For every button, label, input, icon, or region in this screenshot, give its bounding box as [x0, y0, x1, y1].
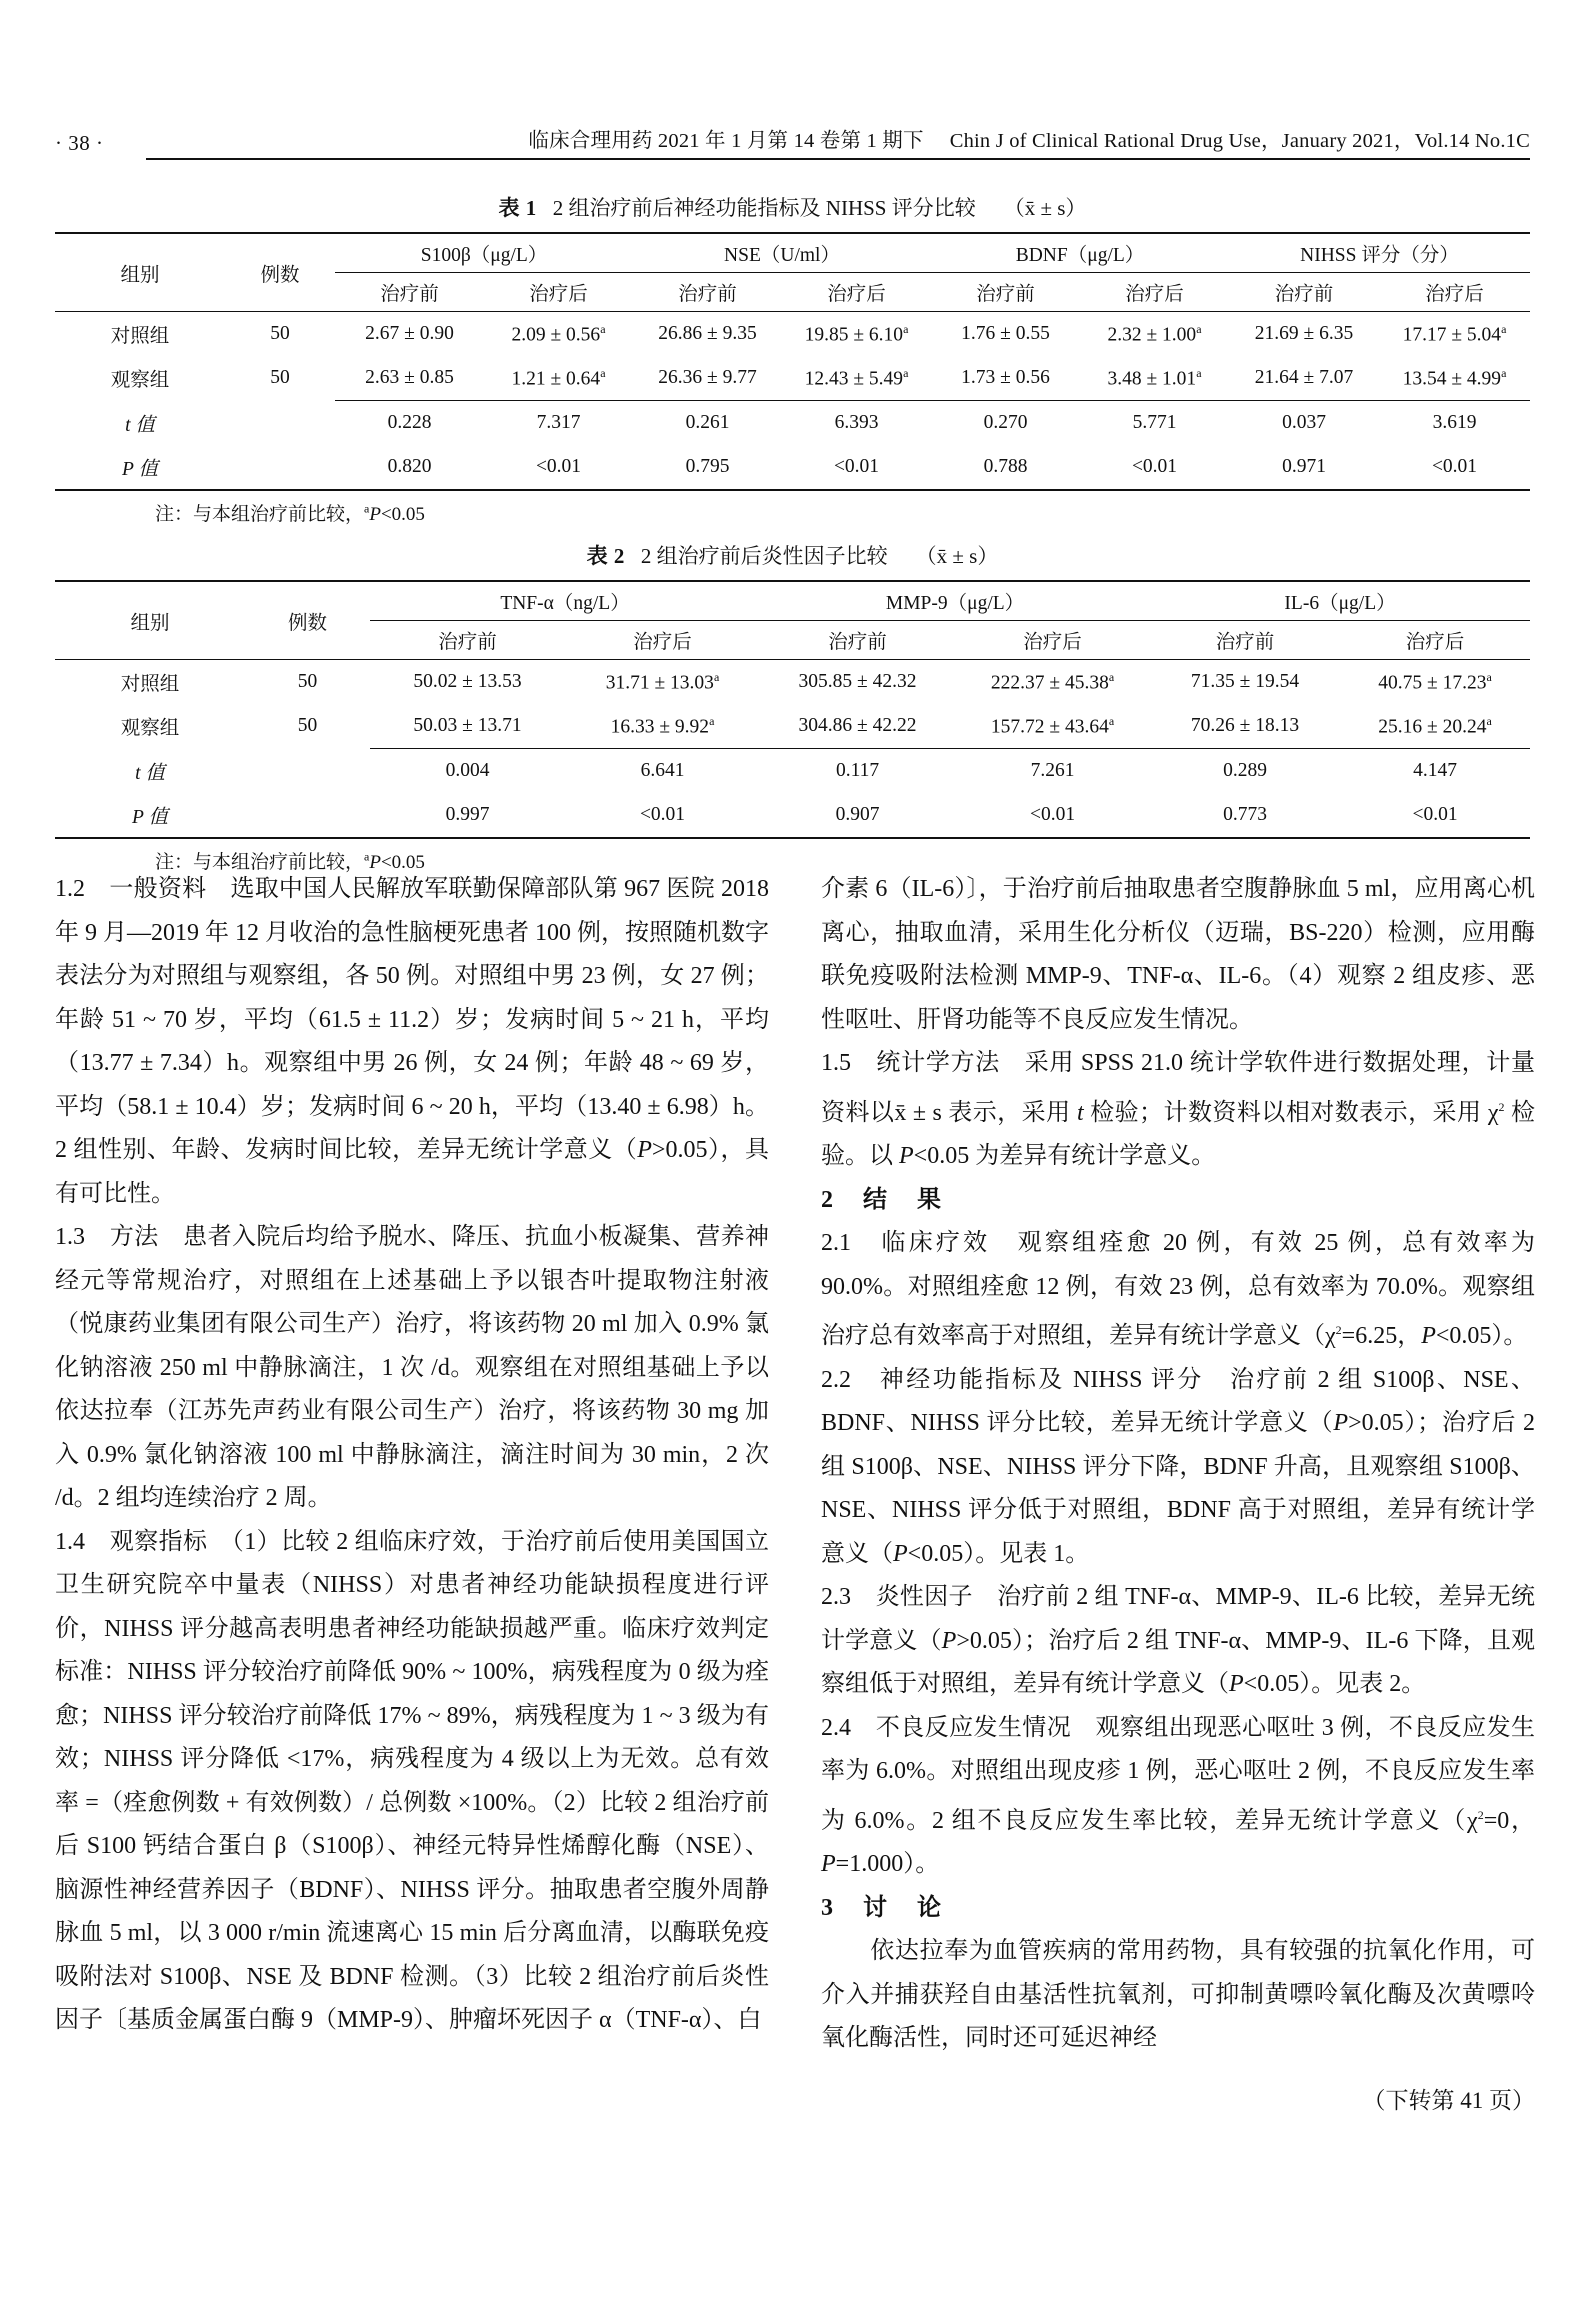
table-1-row-n: 50	[270, 323, 290, 344]
table-1-group-bdnf: BDNF（μg/L）	[931, 233, 1229, 273]
table-1-subhead: 治疗前	[678, 284, 737, 305]
table-1-cell: 13.54 ± 4.99$^a$	[1379, 356, 1530, 401]
table-1-p-cell: 0.820	[387, 456, 432, 477]
table-1-subhead: 治疗前	[976, 284, 1035, 305]
table-1-cell: 21.69 ± 6.35	[1254, 323, 1354, 344]
table-1-cell: 3.48 ± 1.01$^a$	[1080, 356, 1229, 401]
table-2-t-cell: 7.261	[1030, 760, 1075, 781]
table-2-group-mmp9: MMP-9（μg/L）	[760, 581, 1150, 621]
table-1-group-s100b: S100β（μg/L）	[335, 233, 633, 273]
table-2-stat: （x̄ ± s）	[915, 544, 999, 568]
table-1-caption	[55, 192, 1530, 222]
page-folio: · 38 ·	[55, 131, 104, 155]
table-2-number: 表 2	[586, 544, 625, 568]
continuation-note: （下转第 41 页）	[1362, 2087, 1535, 2113]
table-1-cell: 1.76 ± 0.55	[961, 323, 1050, 344]
table-2-caption	[55, 540, 1530, 570]
table-2-header-row-1	[55, 581, 1530, 621]
table-1-p-cell: <0.01	[1131, 456, 1178, 477]
table-2-subhead: 治疗前	[828, 632, 887, 653]
table-1-p-cell: 0.788	[983, 456, 1028, 477]
table-2-cell: 305.85 ± 42.32	[798, 671, 917, 692]
paragraph: 2.2 神经功能指标及 NIHSS 评分 治疗前 2 组 S100β、NSE、BDNF、NIHSS 评分比较，差异无统计学意义（P>0.05）；治疗后 2 组 S100β、NSE、NIHSS 评分下降，BDNF 升高，且观察组 S100β、NSE、NIHSS 评分低于对照组，BDNF 高于对照组，差异有统计学意义（P<0.05）。见表 1。	[821, 1366, 1535, 1567]
table-1	[55, 232, 1530, 491]
table-1-t-cell: 3.619	[1432, 412, 1477, 433]
table-row	[55, 356, 1530, 401]
table-2-note: 注：与本组治疗前比较，$^a$P<0.05	[155, 849, 425, 873]
table-1-row-label: 观察组	[110, 370, 170, 392]
running-head-citation	[146, 123, 1531, 160]
table-1-cell: 17.17 ± 5.04$^a$	[1402, 321, 1507, 346]
table-1-cell: 2.67 ± 0.90	[365, 323, 454, 344]
table-1-cell: 1.73 ± 0.56	[931, 356, 1080, 401]
table-1-t-cell: 7.317	[536, 412, 581, 433]
table-1-note: 注：与本组治疗前比较，$^a$P<0.05	[155, 501, 425, 525]
table-row	[55, 660, 1530, 705]
table-1-cell: 2.09 ± 0.56$^a$	[511, 321, 606, 346]
table-1-col-n: 例数	[260, 264, 300, 286]
table-2-name: 2 组治疗前后炎性因子比较	[640, 544, 888, 568]
table-1-stat: （x̄ ± s）	[1003, 196, 1087, 220]
table-2-t-cell: 0.117	[835, 760, 880, 781]
table-2-t-cell: 0.004	[445, 760, 490, 781]
table-1-p-cell: <0.01	[833, 456, 880, 477]
paragraph: 1.3 方法 患者入院后均给予脱水、降压、抗血小板凝集、营养神经元等常规治疗，对照组在上述基础上予以银杏叶提取物注射液（悦康药业集团有限公司生产）治疗，将该药物 20 ml 加入 0.9% 氯化钠溶液 250 ml 中静脉滴注，1 次 /d。观察组在对照组基础上予以依达拉奉（江苏先声药业有限公司生产）治疗，将该药物 30 mg 加入 0.9% 氯化钠溶液 100 ml 中静脉滴注，滴注时间为 30 min，2 次 /d。2 组均连续治疗 2 周。	[55, 1224, 769, 1511]
column-left	[55, 868, 769, 2122]
paragraph: 1.5 统计学方法 采用 SPSS 21.0 统计学软件进行数据处理，计量资料以x̄ ± s 表示，采用 t 检验；计数资料以相对数表示，采用 $\chi^2$ 检验。以 P<0.05 为差异有统计学意义。	[821, 1050, 1536, 1169]
table-1-cell: 2.63 ± 0.85	[335, 356, 484, 401]
table-2-cell: 304.86 ± 42.22	[760, 704, 955, 749]
paragraph: 2.3 炎性因子 治疗前 2 组 TNF-α、MMP-9、IL-6 比较，差异无统计学意义（P>0.05）；治疗后 2 组 TNF-α、MMP-9、IL-6 下降，且观察组低于对照组，差异有统计学意义（P<0.05）。见表 2。	[821, 1584, 1535, 1697]
table-1-subhead: 治疗前	[380, 284, 439, 305]
section-heading-results: 2 结 果	[821, 1186, 944, 1213]
table-1-group-nse: NSE（U/ml）	[633, 233, 931, 273]
table-2-cell: 70.26 ± 18.13	[1150, 704, 1340, 749]
table-2-row-label: 对照组	[120, 674, 180, 695]
running-head	[55, 118, 1530, 160]
table-2-t-cell: 6.641	[640, 760, 685, 781]
body-columns	[55, 868, 1535, 2122]
table-1-cell: 2.32 ± 1.00$^a$	[1107, 321, 1202, 346]
table-1-row-n: 50	[270, 367, 290, 389]
table-1-subhead: 治疗后	[1425, 284, 1484, 305]
table-2-subhead: 治疗后	[1023, 632, 1082, 653]
table-2-col-group: 组别	[130, 612, 170, 634]
column-right	[821, 868, 1535, 2122]
table-2-col-n: 例数	[287, 612, 327, 634]
table-2-subhead: 治疗前	[438, 632, 497, 653]
table-1-p-cell: <0.01	[535, 456, 582, 477]
table-2-cell: 157.72 ± 43.64$^a$	[955, 704, 1150, 749]
table-1-cell: 19.85 ± 6.10$^a$	[804, 321, 909, 346]
table-1-col-group: 组别	[120, 264, 160, 286]
table-1-p-row	[55, 445, 1530, 490]
table-2-t-cell: 0.289	[1223, 760, 1267, 781]
table-2-row-n: 50	[297, 715, 318, 737]
table-row	[55, 312, 1530, 357]
section-heading-discussion: 3 讨 论	[821, 1894, 944, 1921]
table-2-row-label: 观察组	[120, 718, 180, 740]
table-2-t-row	[55, 749, 1530, 794]
table-1-subhead: 治疗后	[827, 284, 886, 305]
table-2-p-row	[55, 793, 1530, 838]
table-1-p-label: P 值	[122, 459, 158, 480]
paragraph: 介素 6（IL-6）〕，于治疗前后抽取患者空腹静脉血 5 ml，应用离心机离心，抽取血清，采用生化分析仪（迈瑞，BS-220）检测，应用酶联免疫吸附法检测 MMP-9、TNF-α、IL-6。（4）观察 2 组皮疹、恶性呕吐、肝肾功能等不良反应发生情况。	[821, 876, 1535, 1033]
table-1-t-cell: 6.393	[834, 412, 879, 433]
table-2-cell: 40.75 ± 17.23$^a$	[1378, 669, 1492, 694]
table-2-block	[55, 540, 1530, 874]
table-1-cell: 12.43 ± 5.49$^a$	[782, 356, 931, 401]
paragraph: 1.4 观察指标 （1）比较 2 组临床疗效，于治疗前后使用美国国立卫生研究院卒中量表（NIHSS）对患者神经功能缺损程度进行评价，NIHSS 评分越高表明患者神经功能缺损越严重。临床疗效判定标准：NIHSS 评分较治疗前降低 90% ~ 100%，病残程度为 0 级为痊愈；NIHSS 评分较治疗前降低 17% ~ 89%，病残程度为 1 ~ 3 级为有效；NIHSS 评分降低 <17%，病残程度为 4 级以上为无效。总有效率 =（痊愈例数 + 有效例数）/ 总例数 ×100%。（2）比较 2 组治疗前后 S100 钙结合蛋白 β（S100β）、神经元特异性烯醇化酶（NSE）、脑源性神经营养因子（BDNF）、NIHSS 评分。抽取患者空腹外周静脉血 5 ml，以 3 000 r/min 流速离心 15 min 后分离血清，以酶联免疫吸附法对 S100β、NSE 及 BDNF 检测。（3）比较 2 组治疗前后炎性因子〔基质金属蛋白酶 9（MMP-9）、肿瘤坏死因子 α（TNF-α）、白	[55, 1528, 769, 2033]
table-1-header-row-1	[55, 233, 1530, 273]
table-2-cell: 25.16 ± 20.24$^a$	[1340, 704, 1530, 749]
table-2-group-tnfa: TNF-α（ng/L）	[370, 581, 760, 621]
table-2-cell: 222.37 ± 45.38$^a$	[990, 669, 1115, 694]
table-2-cell: 71.35 ± 19.54	[1190, 671, 1300, 692]
table-1-t-row	[55, 401, 1530, 446]
table-2-row-n: 50	[297, 671, 318, 692]
table-2-cell: 50.03 ± 13.71	[370, 704, 565, 749]
table-1-t-cell: 0.228	[387, 412, 432, 433]
table-1-t-cell: 5.771	[1132, 412, 1177, 433]
table-2-p-cell: <0.01	[1412, 804, 1458, 825]
table-2-cell: 50.02 ± 13.53	[413, 671, 522, 692]
table-1-cell: 26.86 ± 9.35	[658, 323, 757, 344]
table-2-subhead: 治疗前	[1215, 632, 1275, 653]
table-1-group-nihss: NIHSS 评分（分）	[1229, 233, 1530, 273]
table-2-cell: 31.71 ± 13.03$^a$	[605, 669, 720, 694]
paragraph: 1.2 一般资料 选取中国人民解放军联勤保障部队第 967 医院 2018 年 9 月—2019 年 12 月收治的急性脑梗死患者 100 例，按照随机数字表法分为对照组与观察组，各 50 例。对照组中男 23 例，女 27 例；年龄 51 ~ 70 岁，平均（61.5 ± 11.2）岁；发病时间 5 ~ 21 h，平均（13.77 ± 7.34）h。观察组中男 26 例，女 24 例；年龄 48 ~ 69 岁，平均（58.1 ± 10.4）岁；发病时间 6 ~ 20 h，平均（13.40 ± 6.98）h。2 组性别、年龄、发病时间比较，差异无统计学意义（P>0.05），具有可比性。	[55, 876, 769, 1207]
table-1-p-cell: 0.795	[685, 456, 730, 477]
table-2-subhead: 治疗后	[633, 632, 692, 653]
paragraph: 依达拉奉为血管疾病的常用药物，具有较强的抗氧化作用，可介入并捕获羟自由基活性抗氧剂，可抑制黄嘌呤氧化酶及次黄嘌呤氧化酶活性，同时还可延迟神经	[821, 1938, 1535, 2051]
paragraph: 2.4 不良反应发生情况 观察组出现恶心呕吐 3 例，不良反应发生率为 6.0%。对照组出现皮疹 1 例，恶心呕吐 2 例，不良反应发生率为 6.0%。2 组不良反应发生率比较，差异无统计学意义（$\chi^2=0$，P=1.000）。	[821, 1714, 1535, 1877]
table-2-p-cell: <0.01	[1029, 804, 1076, 825]
table-2-group-il6: IL-6（μg/L）	[1150, 581, 1530, 621]
table-1-row-label: 对照组	[110, 326, 170, 347]
table-1-t-cell: 0.261	[685, 412, 730, 433]
table-1-subhead: 治疗后	[529, 284, 588, 305]
journal-title-cn: 临床合理用药 2021 年 1 月第 14 卷第 1 期下	[528, 130, 924, 152]
table-2-subhead: 治疗后	[1405, 632, 1465, 653]
table-2	[55, 580, 1530, 839]
table-1-t-cell: 0.037	[1282, 412, 1326, 433]
table-1-t-cell: 0.270	[983, 412, 1028, 433]
table-2-p-label: P 值	[132, 807, 168, 828]
table-1-number: 表 1	[498, 196, 537, 220]
table-1-name: 2 组治疗前后神经功能指标及 NIHSS 评分比较	[552, 196, 976, 220]
table-2-p-cell: 0.907	[835, 804, 880, 825]
table-1-subhead: 治疗前	[1274, 284, 1334, 305]
table-1-subhead: 治疗后	[1125, 284, 1184, 305]
table-2-p-cell: 0.997	[445, 804, 490, 825]
table-2-p-cell: <0.01	[639, 804, 686, 825]
paragraph: 2.1 临床疗效 观察组痊愈 20 例，有效 25 例，总有效率为 90.0%。对照组痊愈 12 例，有效 23 例，总有效率为 70.0%。观察组治疗总有效率高于对照组，差异有统计学意义（$\chi^2=6.25$，P<0.05）。	[821, 1230, 1535, 1349]
table-1-cell: 1.21 ± 0.64$^a$	[484, 356, 633, 401]
table-row	[55, 704, 1530, 749]
table-1-cell: 21.64 ± 7.07	[1229, 356, 1379, 401]
table-2-cell: 16.33 ± 9.92$^a$	[565, 704, 760, 749]
journal-title-en: Chin J of Clinical Rational Drug Use，January 2021，Vol.14 No.1C	[949, 130, 1530, 152]
table-1-p-cell: <0.01	[1431, 456, 1478, 477]
table-1-p-cell: 0.971	[1282, 456, 1326, 477]
table-2-p-cell: 0.773	[1223, 804, 1267, 825]
table-1-cell: 26.36 ± 9.77	[633, 356, 782, 401]
table-1-block	[55, 192, 1530, 526]
table-2-t-cell: 4.147	[1413, 760, 1457, 781]
table-1-t-label: t 值	[125, 414, 155, 436]
table-2-t-label: t 值	[135, 762, 165, 784]
